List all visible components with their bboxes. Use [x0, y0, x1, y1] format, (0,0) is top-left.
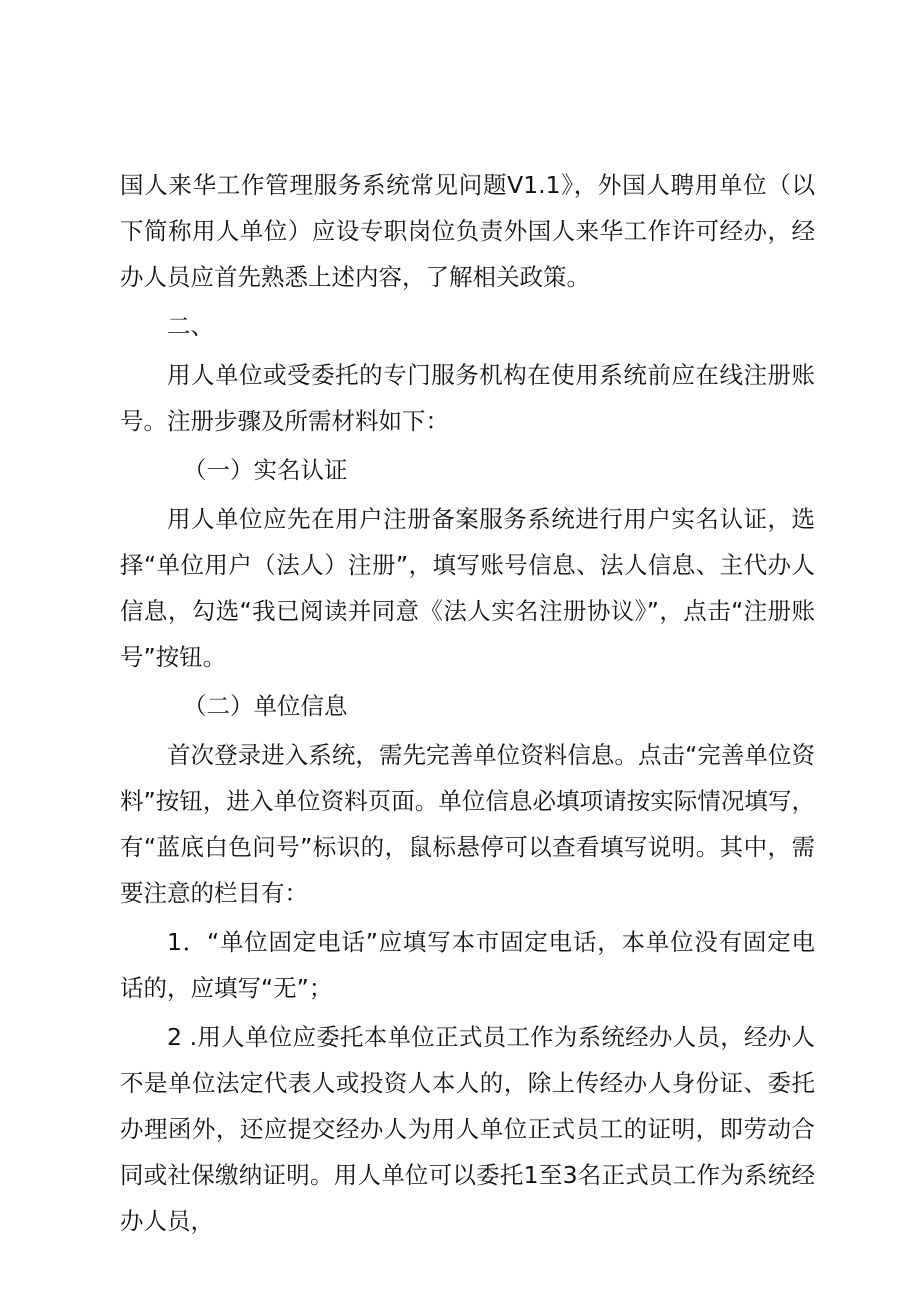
document-body	[120, 162, 815, 1247]
section-heading-two: 二、	[167, 312, 214, 340]
subsection-heading-unit-info: （二）单位信息	[183, 692, 348, 720]
paragraph-unit-info: 首次登录进入系统，需先完善单位资料信息。点击“完善单位资料”按钮，进入单位资料页面。单位信息必填项请按实际情况填写，有“蓝底白色问号”标识的，鼠标悬停可以查看填写说明。其中，需要注意的栏目有：	[120, 741, 815, 907]
list-item-phone: 1．“单位固定电话”应填写本市固定电话，本单位没有固定电话的，应填写“无”；	[120, 928, 815, 1002]
list-item-agent: 2 .用人单位应委托本单位正式员工作为系统经办人员，经办人不是单位法定代表人或投资人本人的，除上传经办人身份证、委托办理函外，还应提交经办人为用人单位正式员工的证明，即劳动合同或社保缴纳证明。用人单位可以委托1至3名正式员工作为系统经办人员，	[120, 1023, 815, 1235]
paragraph-real-name: 用人单位应先在用户注册备案服务系统进行用户实名认证，选择“单位用户（法人）注册”，填写账号信息、法人信息、主代办人信息，勾选“我已阅读并同意《法人实名注册协议》”，点击“注册账号”按钮。	[120, 505, 815, 671]
subsection-heading-real-name: （一）实名认证	[183, 456, 348, 484]
paragraph-registration: 用人单位或受委托的专门服务机构在使用系统前应在线注册账号。注册步骤及所需材料如下：	[120, 361, 815, 435]
paragraph-intro-continued: 国人来华工作管理服务系统常见问题V1.1》，外国人聘用单位（以下简称用人单位）应设专职岗位负责外国人来华工作许可经办，经办人员应首先熟悉上述内容，了解相关政策。	[120, 171, 815, 291]
